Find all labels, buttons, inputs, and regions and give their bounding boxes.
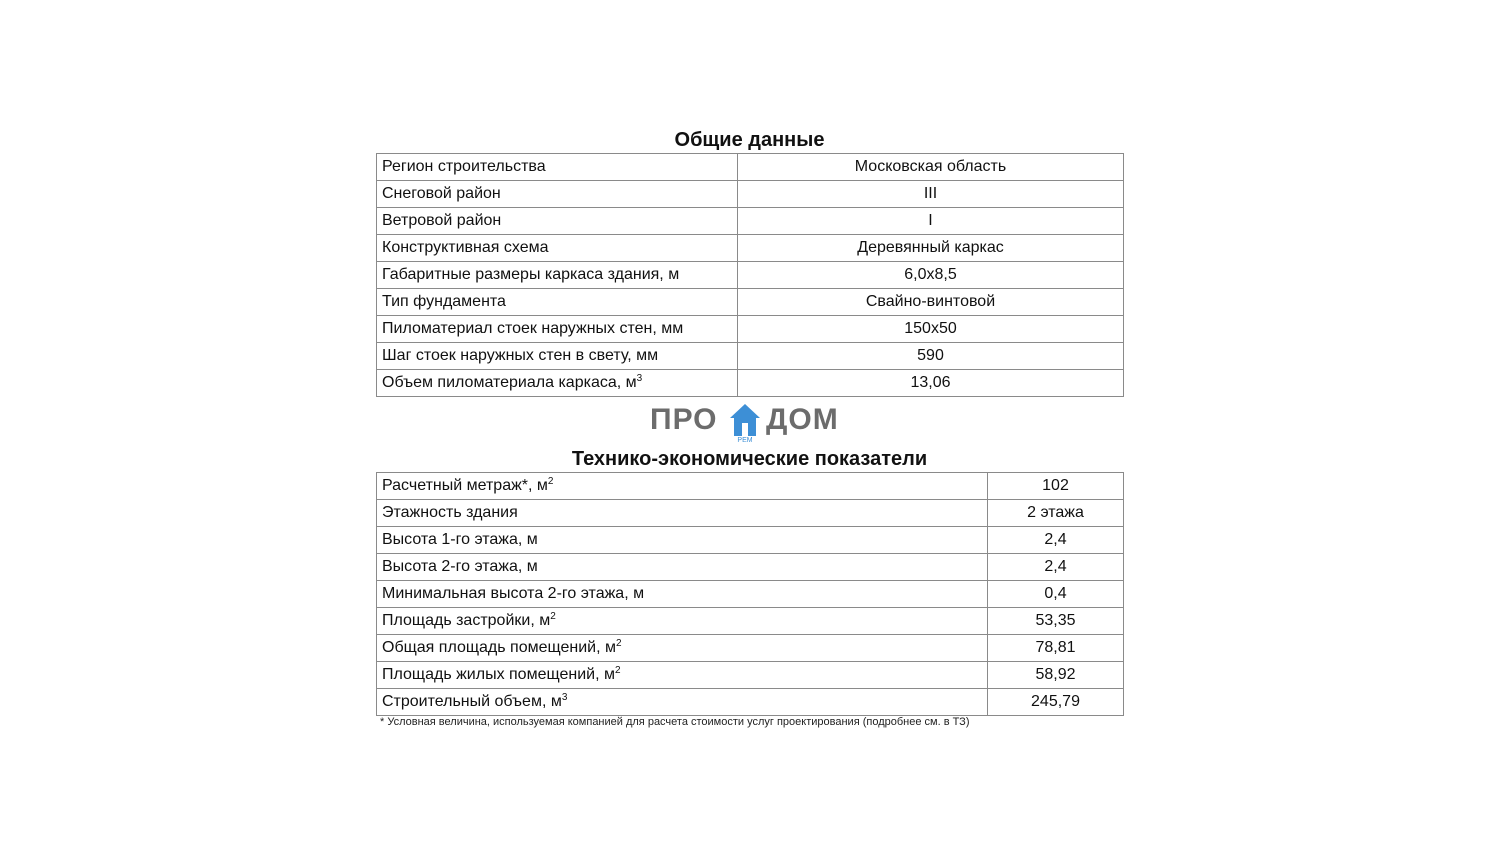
row-value: 53,35: [988, 608, 1124, 635]
row-label: Высота 2-го этажа, м: [377, 554, 988, 581]
row-label-text: Площадь жилых помещений, м: [382, 666, 615, 683]
table-row: [377, 635, 1124, 662]
unit-exponent: 2: [614, 665, 621, 676]
row-label: [377, 608, 988, 635]
tech-indicators-table: [376, 472, 1124, 716]
logo-text-left: ПРО: [650, 403, 718, 436]
table-row: [377, 208, 1124, 235]
unit-exponent: 2: [547, 476, 554, 487]
row-value: 245,79: [988, 689, 1124, 716]
row-label-text: Площадь застройки, м: [382, 612, 551, 629]
row-value: 2,4: [988, 527, 1124, 554]
table-row: [377, 554, 1124, 581]
row-label: Снеговой район: [377, 181, 738, 208]
table-row: [377, 370, 1124, 397]
row-label: [377, 473, 988, 500]
row-label: Конструктивная схема: [377, 235, 738, 262]
row-label-text: Расчетный метраж*, м: [382, 477, 548, 494]
general-data-table: [376, 153, 1124, 397]
row-label: Ветровой район: [377, 208, 738, 235]
row-value: Деревянный каркас: [738, 235, 1124, 262]
table-row: [377, 500, 1124, 527]
logo-text-right: ДОМ: [766, 403, 839, 436]
row-value: Свайно-винтовой: [738, 289, 1124, 316]
table-row: [377, 608, 1124, 635]
row-value: 58,92: [988, 662, 1124, 689]
table-row: [377, 343, 1124, 370]
house-icon: [729, 402, 761, 442]
table-row: [377, 289, 1124, 316]
table-row: [377, 262, 1124, 289]
table-row: [377, 235, 1124, 262]
row-label: Высота 1-го этажа, м: [377, 527, 988, 554]
table-row: [377, 581, 1124, 608]
row-label: Тип фундамента: [377, 289, 738, 316]
row-label-text: Строительный объем, м: [382, 693, 562, 710]
footnote: * Условная величина, используемая компанией для расчета стоимости услуг проектирования (подробнее см. в ТЗ): [380, 716, 970, 728]
row-value: 2 этажа: [988, 500, 1124, 527]
table-row: [377, 689, 1124, 716]
row-value: 590: [738, 343, 1124, 370]
row-label: [377, 635, 988, 662]
row-value: 102: [988, 473, 1124, 500]
table-row: [377, 154, 1124, 181]
row-label: Шаг стоек наружных стен в свету, мм: [377, 343, 738, 370]
table-row: [377, 316, 1124, 343]
row-label-text: Объем пиломатериала каркаса, м: [382, 374, 637, 391]
row-label-text: Общая площадь помещений, м: [382, 639, 616, 656]
unit-exponent: 2: [550, 611, 556, 622]
unit-exponent: 3: [636, 373, 643, 384]
row-label: [377, 370, 738, 397]
row-value: 13,06: [738, 370, 1124, 397]
table-row: [377, 473, 1124, 500]
logo-house-text: РЕМ: [737, 437, 753, 442]
row-value: III: [738, 181, 1124, 208]
row-value: 2,4: [988, 554, 1124, 581]
row-value: 150х50: [738, 316, 1124, 343]
row-value: Московская область: [738, 154, 1124, 181]
row-value: I: [738, 208, 1124, 235]
tech-indicators-title: Технико-экономические показатели: [571, 448, 928, 470]
row-label: [377, 689, 988, 716]
row-label: Минимальная высота 2-го этажа, м: [377, 581, 988, 608]
row-label: Этажность здания: [377, 500, 988, 527]
unit-exponent: 2: [615, 638, 622, 649]
row-label: [377, 662, 988, 689]
table-row: [377, 181, 1124, 208]
row-label: Габаритные размеры каркаса здания, м: [377, 262, 738, 289]
row-label: Регион строительства: [377, 154, 738, 181]
row-label: Пиломатериал стоек наружных стен, мм: [377, 316, 738, 343]
row-value: 0,4: [988, 581, 1124, 608]
table-row: [377, 662, 1124, 689]
unit-exponent: 3: [561, 692, 568, 703]
table-row: [377, 527, 1124, 554]
general-data-title: Общие данные: [674, 129, 825, 151]
row-value: 78,81: [988, 635, 1124, 662]
row-value: 6,0х8,5: [738, 262, 1124, 289]
company-logo: [650, 400, 850, 444]
